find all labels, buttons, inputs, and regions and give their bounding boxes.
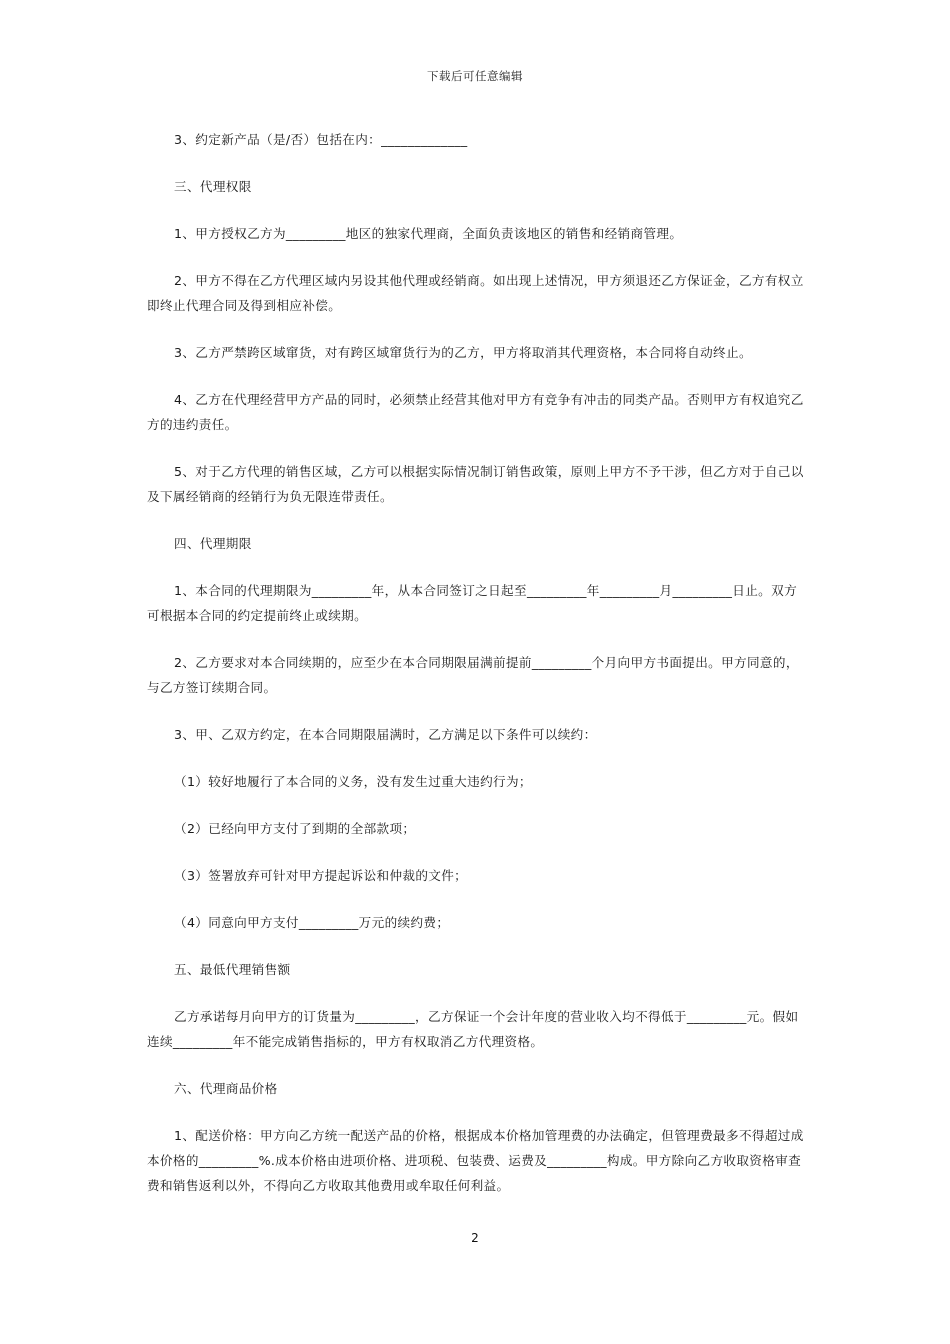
page-header: 下载后可任意编辑	[427, 69, 523, 83]
condition-item-4: （4）同意向甲方支付_________万元的续约费；	[174, 915, 450, 930]
clause-no-other-agents: 2、甲方不得在乙方代理区域内另设其他代理或经销商。如出现上述情况，甲方须退还乙方保证金，乙方有权立即终止代理合同及得到相应补偿。	[147, 273, 804, 313]
section-heading-agency-authority: 三、代理权限	[174, 179, 252, 194]
clause-renewal-request: 2、乙方要求对本合同续期的，应至少在本合同期限届满前提前_________个月向甲方书面提出。甲方同意的，与乙方签订续期合同。	[147, 655, 799, 695]
clause-min-sales: 乙方承诺每月向甲方的订货量为_________，乙方保证一个会计年度的营业收入均不得低于_________元。假如连续_________年不能完成销售指标的，甲方有权取消乙方代理资格。	[147, 1009, 799, 1049]
clause-cross-region: 3、乙方严禁跨区域窜货，对有跨区域窜货行为的乙方，甲方将取消其代理资格，本合同将自动终止。	[174, 345, 752, 360]
clause-term-length: 1、本合同的代理期限为_________年，从本合同签订之日起至_________年_________月_________日止。双方可根据本合同的约定提前终止或续期。	[147, 583, 798, 623]
condition-item-1: （1）较好地履行了本合同的义务，没有发生过重大违约行为；	[174, 774, 532, 789]
condition-item-2: （2）已经向甲方支付了到期的全部款项；	[174, 821, 416, 836]
clause-exclusive-agent: 1、甲方授权乙方为_________地区的独家代理商，全面负责该地区的销售和经销商管理。	[174, 226, 683, 241]
clause-no-competing-products: 4、乙方在代理经营甲方产品的同时，必须禁止经营其他对甲方有竞争有冲击的同类产品。否则甲方有权追究乙方的违约责任。	[147, 392, 804, 432]
clause-new-products: 3、约定新产品（是/否）包括在内：_____________	[174, 132, 468, 147]
condition-item-3: （3）签署放弃可针对甲方提起诉讼和仲裁的文件；	[174, 868, 468, 883]
clause-renewal-conditions: 3、甲、乙双方约定，在本合同期限届满时，乙方满足以下条件可以续约：	[174, 727, 597, 742]
section-heading-agency-term: 四、代理期限	[174, 536, 252, 551]
clause-sales-policy: 5、对于乙方代理的销售区域，乙方可以根据实际情况制订销售政策，原则上甲方不予干涉，但乙方对于自己以及下属经销商的经销行为负无限连带责任。	[147, 464, 804, 504]
section-heading-min-sales: 五、最低代理销售额	[174, 962, 291, 977]
clause-delivery-price: 1、配送价格：甲方向乙方统一配送产品的价格，根据成本价格加管理费的办法确定，但管理费最多不得超过成本价格的_________%.成本价格由进项价格、进项税、包装费、运费及_________构成。甲方除向乙方收取资格审查费和销售返利以外，不得向乙方收取其他费用或牟取任何利益。	[147, 1128, 804, 1193]
page-number: 2	[471, 1231, 479, 1245]
section-heading-price: 六、代理商品价格	[174, 1081, 278, 1096]
